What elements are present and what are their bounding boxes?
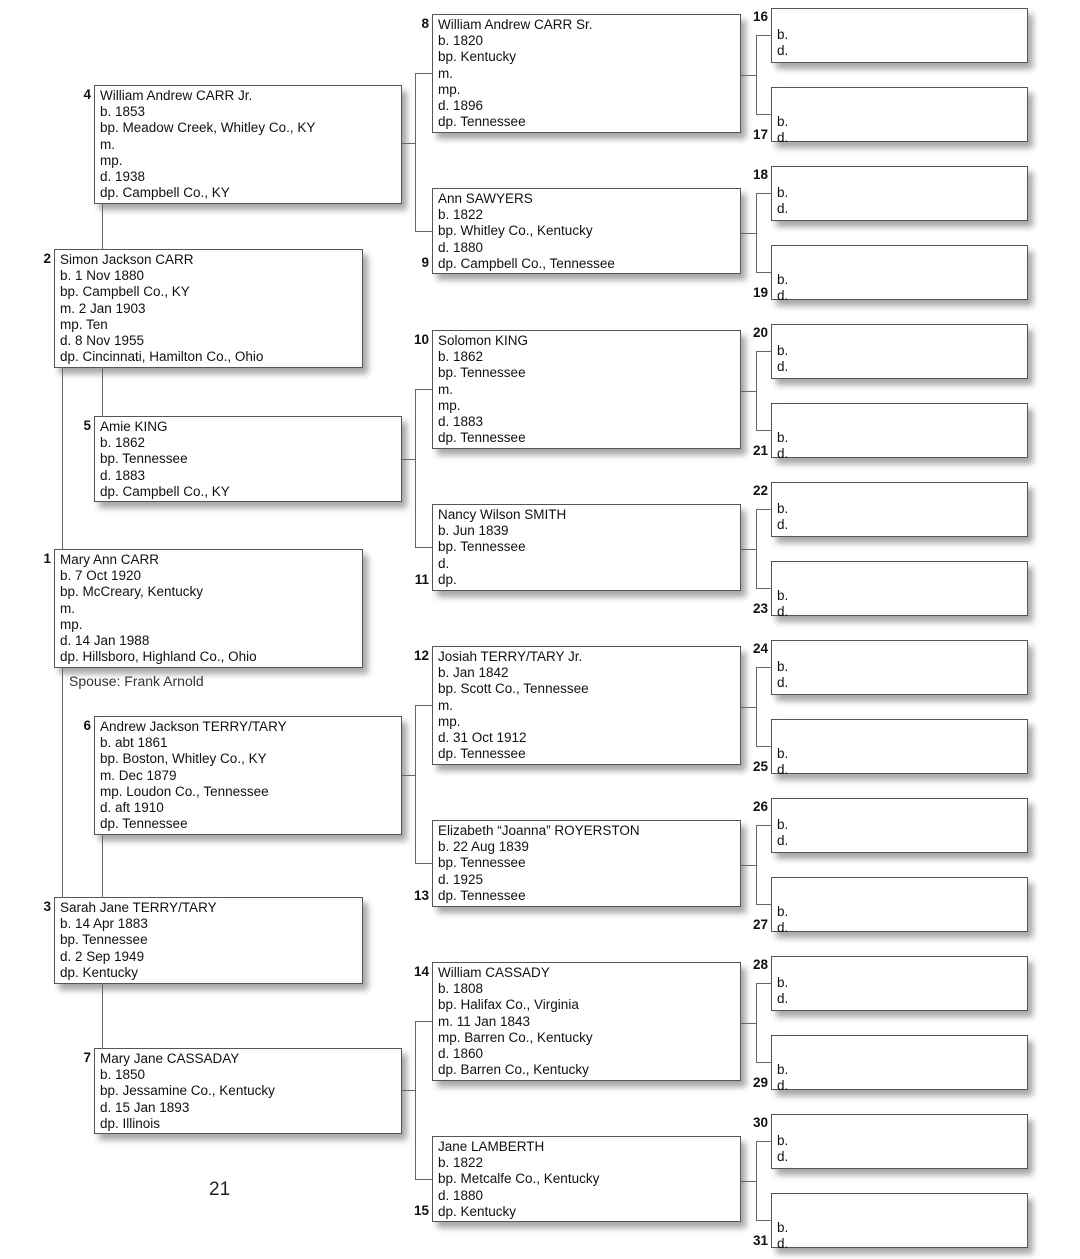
person-detail: bp. Tennessee bbox=[438, 539, 526, 555]
ancestor-number: 17 bbox=[752, 127, 768, 142]
connector-line bbox=[756, 983, 757, 1063]
connector-line bbox=[756, 1141, 771, 1142]
blank-ancestor-box-20[interactable] bbox=[771, 324, 1028, 379]
connector-line bbox=[756, 351, 771, 352]
blank-ancestor-box-24[interactable] bbox=[771, 640, 1028, 695]
connector-line bbox=[756, 825, 757, 905]
person-detail: dp. bbox=[438, 571, 457, 587]
person-detail: bp. Campbell Co., KY bbox=[60, 284, 190, 300]
person-detail: bp. Tennessee bbox=[438, 365, 526, 381]
person-detail: dp. Tennessee bbox=[438, 887, 526, 903]
ancestor-number: 11 bbox=[414, 572, 429, 587]
connector-line bbox=[756, 1141, 757, 1221]
birth-label: b. bbox=[777, 1062, 789, 1077]
death-label: d. bbox=[777, 762, 789, 777]
connector-line bbox=[756, 746, 771, 747]
person-detail: bp. Halifax Co., Virginia bbox=[438, 997, 579, 1013]
connector-line bbox=[415, 705, 416, 864]
person-box-8[interactable] bbox=[432, 14, 741, 133]
person-name: Amie KING bbox=[100, 419, 168, 434]
death-label: d. bbox=[777, 446, 789, 461]
blank-ancestor-box-22[interactable] bbox=[771, 482, 1028, 537]
person-detail: dp. Barren Co., Kentucky bbox=[438, 1062, 589, 1078]
person-name: Mary Ann CARR bbox=[60, 552, 160, 567]
ancestor-number: 20 bbox=[752, 325, 768, 340]
death-label: d. bbox=[777, 833, 789, 848]
connector-line bbox=[415, 389, 416, 548]
person-box-7[interactable] bbox=[94, 1048, 402, 1134]
blank-ancestor-box-19[interactable] bbox=[771, 245, 1028, 303]
connector-line bbox=[756, 904, 771, 905]
person-detail: d. 15 Jan 1893 bbox=[100, 1099, 190, 1115]
person-detail: dp. Campbell Co., KY bbox=[100, 483, 230, 499]
birth-label: b. bbox=[777, 975, 789, 990]
person-detail: d. 1925 bbox=[438, 871, 484, 887]
ancestor-number: 1 bbox=[43, 551, 51, 566]
person-detail: m. bbox=[60, 600, 75, 616]
ancestor-number: 16 bbox=[752, 9, 768, 24]
person-name: Mary Jane CASSADAY bbox=[100, 1051, 240, 1066]
person-detail: m. Dec 1879 bbox=[100, 767, 177, 783]
connector-line bbox=[415, 73, 432, 74]
birth-label: b. bbox=[777, 588, 789, 603]
person-detail: mp. bbox=[60, 616, 83, 632]
death-label: d. bbox=[777, 1236, 789, 1251]
person-detail: dp. Kentucky bbox=[60, 964, 139, 980]
person-name: Sarah Jane TERRY/TARY bbox=[60, 900, 217, 915]
connector-line bbox=[756, 272, 771, 273]
death-label: d. bbox=[777, 517, 789, 532]
person-detail: bp. Tennessee bbox=[60, 932, 148, 948]
connector-line bbox=[756, 1062, 771, 1063]
connector-line bbox=[756, 1220, 771, 1221]
person-detail: mp. bbox=[438, 713, 461, 729]
person-detail: d. 2 Sep 1949 bbox=[60, 948, 145, 964]
connector-line bbox=[756, 193, 757, 273]
ancestor-number: 18 bbox=[752, 167, 768, 182]
connector-line bbox=[102, 203, 103, 250]
death-label: d. bbox=[777, 359, 789, 374]
ancestor-number: 7 bbox=[83, 1050, 91, 1065]
person-name: Simon Jackson CARR bbox=[60, 252, 194, 267]
person-detail: b. abt 1861 bbox=[100, 735, 168, 751]
connector-line bbox=[415, 73, 416, 232]
person-box-3[interactable] bbox=[54, 897, 363, 984]
person-detail: d. 1883 bbox=[100, 467, 146, 483]
connector-line bbox=[741, 233, 756, 234]
person-detail: m. 2 Jan 1903 bbox=[60, 300, 146, 316]
blank-ancestor-box-16[interactable] bbox=[771, 8, 1028, 63]
person-detail: dp. Tennessee bbox=[438, 746, 526, 762]
connector-line bbox=[415, 1179, 432, 1180]
person-box-2[interactable] bbox=[54, 249, 363, 368]
person-detail: b. 1820 bbox=[438, 33, 484, 49]
connector-line bbox=[756, 193, 771, 194]
connector-line bbox=[402, 1090, 415, 1091]
blank-ancestor-box-18[interactable] bbox=[771, 166, 1028, 221]
person-box-5[interactable] bbox=[94, 416, 402, 502]
connector-line bbox=[756, 35, 771, 36]
person-detail: b. Jan 1842 bbox=[438, 665, 509, 681]
person-box-15[interactable] bbox=[432, 1136, 741, 1222]
person-detail: d. 1938 bbox=[100, 169, 146, 185]
ancestor-number: 30 bbox=[752, 1115, 768, 1130]
connector-line bbox=[402, 143, 415, 144]
spouse-note: Spouse: Frank Arnold bbox=[69, 673, 204, 689]
ancestor-number: 13 bbox=[413, 888, 429, 903]
ancestor-number: 22 bbox=[752, 483, 768, 498]
person-box-13[interactable] bbox=[432, 820, 741, 907]
ancestor-number: 3 bbox=[43, 899, 51, 914]
death-label: d. bbox=[777, 675, 789, 690]
person-detail: mp. bbox=[438, 81, 461, 97]
person-detail: d. aft 1910 bbox=[100, 800, 164, 816]
connector-line bbox=[741, 549, 756, 550]
birth-label: b. bbox=[777, 817, 789, 832]
person-name: Jane LAMBERTH bbox=[438, 1139, 545, 1154]
person-detail: bp. Tennessee bbox=[438, 855, 526, 871]
ancestor-number: 12 bbox=[413, 648, 429, 663]
person-name: Solomon KING bbox=[438, 333, 529, 348]
birth-label: b. bbox=[777, 343, 789, 358]
blank-ancestor-box-26[interactable] bbox=[771, 798, 1028, 853]
person-detail: d. 31 Oct 1912 bbox=[438, 730, 527, 746]
connector-line bbox=[415, 705, 432, 706]
person-detail: dp. Campbell Co., Tennessee bbox=[438, 255, 615, 271]
connector-line bbox=[756, 667, 757, 747]
person-detail: b. 1808 bbox=[438, 981, 484, 997]
birth-label: b. bbox=[777, 501, 789, 516]
ancestor-number: 27 bbox=[752, 917, 768, 932]
death-label: d. bbox=[777, 201, 789, 216]
ancestor-number: 23 bbox=[752, 601, 768, 616]
connector-line bbox=[756, 588, 771, 589]
person-name: Josiah TERRY/TARY Jr. bbox=[438, 649, 583, 664]
person-box-6[interactable] bbox=[94, 716, 402, 835]
ancestor-number: 14 bbox=[413, 964, 429, 979]
person-detail: dp. Tennessee bbox=[438, 114, 526, 130]
connector-line bbox=[756, 983, 771, 984]
person-name: Andrew Jackson TERRY/TARY bbox=[100, 719, 287, 734]
person-detail: d. 1880 bbox=[438, 239, 484, 255]
person-detail: m. 11 Jan 1843 bbox=[438, 1013, 531, 1029]
person-detail: m. bbox=[100, 136, 115, 152]
ancestor-number: 19 bbox=[752, 285, 768, 300]
person-detail: bp. Kentucky bbox=[438, 49, 517, 65]
person-detail: dp. Cincinnati, Hamilton Co., Ohio bbox=[60, 349, 264, 365]
person-detail: d. 1896 bbox=[438, 98, 484, 114]
person-detail: d. bbox=[438, 555, 450, 571]
person-box-12[interactable] bbox=[432, 646, 741, 765]
birth-label: b. bbox=[777, 114, 789, 129]
connector-line bbox=[415, 1021, 432, 1022]
ancestor-number: 6 bbox=[83, 718, 91, 733]
person-detail: m. bbox=[438, 65, 453, 81]
connector-line bbox=[62, 667, 63, 898]
connector-line bbox=[102, 983, 103, 1049]
ancestor-number: 25 bbox=[752, 759, 768, 774]
person-detail: mp. Ten bbox=[60, 316, 108, 332]
ancestor-number: 9 bbox=[421, 255, 429, 270]
death-label: d. bbox=[777, 43, 789, 58]
person-name: William CASSADY bbox=[438, 965, 550, 980]
person-name: Nancy Wilson SMITH bbox=[438, 507, 567, 522]
birth-label: b. bbox=[777, 430, 789, 445]
connector-line bbox=[741, 1023, 756, 1024]
person-box-11[interactable] bbox=[432, 504, 741, 591]
death-label: d. bbox=[777, 1149, 789, 1164]
connector-line bbox=[756, 825, 771, 826]
death-label: d. bbox=[777, 288, 789, 303]
person-box-9[interactable] bbox=[432, 188, 741, 274]
person-name: Ann SAWYERS bbox=[438, 191, 533, 206]
ancestor-number: 15 bbox=[413, 1203, 429, 1218]
ancestor-number: 21 bbox=[752, 443, 768, 458]
connector-line bbox=[756, 509, 771, 510]
birth-label: b. bbox=[777, 746, 789, 761]
person-detail: b. 1850 bbox=[100, 1067, 146, 1083]
ancestor-number: 24 bbox=[752, 641, 768, 656]
person-detail: bp. Jessamine Co., Kentucky bbox=[100, 1083, 275, 1099]
person-detail: d. 14 Jan 1988 bbox=[60, 633, 150, 649]
person-detail: d. 8 Nov 1955 bbox=[60, 333, 145, 349]
person-box-10[interactable] bbox=[432, 330, 741, 449]
blank-ancestor-box-25[interactable] bbox=[771, 719, 1028, 777]
birth-label: b. bbox=[777, 1220, 789, 1235]
person-detail: bp. Meadow Creek, Whitley Co., KY bbox=[100, 120, 316, 136]
person-name: Elizabeth “Joanna” ROYERSTON bbox=[438, 823, 640, 838]
connector-line bbox=[741, 1181, 756, 1182]
person-detail: dp. Hillsboro, Highland Co., Ohio bbox=[60, 649, 257, 665]
connector-line bbox=[415, 231, 432, 232]
person-detail: b. 14 Apr 1883 bbox=[60, 916, 148, 932]
person-detail: bp. McCreary, Kentucky bbox=[60, 584, 204, 600]
person-detail: d. 1860 bbox=[438, 1046, 484, 1062]
connector-line bbox=[756, 430, 771, 431]
death-label: d. bbox=[777, 991, 789, 1006]
page-number: 21 bbox=[209, 1179, 231, 1200]
person-detail: mp. Loudon Co., Tennessee bbox=[100, 783, 269, 799]
person-box-14[interactable] bbox=[432, 962, 741, 1081]
blank-ancestor-box-21[interactable] bbox=[771, 403, 1028, 461]
connector-line bbox=[415, 863, 432, 864]
ancestor-number: 8 bbox=[421, 16, 429, 31]
ancestor-number: 26 bbox=[752, 799, 768, 814]
person-detail: bp. Scott Co., Tennessee bbox=[438, 681, 589, 697]
person-detail: b. 22 Aug 1839 bbox=[438, 839, 529, 855]
person-box-4[interactable] bbox=[94, 85, 402, 204]
birth-label: b. bbox=[777, 1133, 789, 1148]
connector-line bbox=[756, 351, 757, 431]
person-detail: b. 1822 bbox=[438, 207, 484, 223]
blank-ancestor-box-29[interactable] bbox=[771, 1035, 1028, 1093]
person-detail: bp. Boston, Whitley Co., KY bbox=[100, 751, 267, 767]
blank-ancestor-box-23[interactable] bbox=[771, 561, 1028, 619]
person-box-1[interactable] bbox=[54, 549, 363, 668]
person-detail: bp. Metcalfe Co., Kentucky bbox=[438, 1171, 600, 1187]
person-detail: dp. Campbell Co., KY bbox=[100, 185, 230, 201]
person-detail: dp. Kentucky bbox=[438, 1203, 517, 1219]
connector-line bbox=[741, 865, 756, 866]
connector-line bbox=[415, 389, 432, 390]
birth-label: b. bbox=[777, 185, 789, 200]
connector-line bbox=[402, 775, 415, 776]
blank-ancestor-box-27[interactable] bbox=[771, 877, 1028, 935]
person-name: William Andrew CARR Jr. bbox=[100, 88, 253, 103]
person-detail: d. 1880 bbox=[438, 1187, 484, 1203]
connector-line bbox=[415, 1021, 416, 1180]
connector-line bbox=[741, 707, 756, 708]
person-detail: m. bbox=[438, 697, 453, 713]
blank-ancestor-box-28[interactable] bbox=[771, 956, 1028, 1011]
connector-line bbox=[741, 391, 756, 392]
ancestor-number: 29 bbox=[752, 1075, 768, 1090]
death-label: d. bbox=[777, 604, 789, 619]
ancestor-number: 10 bbox=[413, 332, 429, 347]
connector-line bbox=[756, 509, 757, 589]
ancestor-number: 28 bbox=[752, 957, 768, 972]
person-detail: dp. Illinois bbox=[100, 1115, 161, 1131]
connector-line bbox=[741, 75, 756, 76]
person-detail: m. bbox=[438, 381, 453, 397]
connector-line bbox=[756, 35, 757, 115]
connector-line bbox=[402, 459, 415, 460]
person-detail: b. 1822 bbox=[438, 1155, 484, 1171]
person-detail: dp. Tennessee bbox=[100, 816, 188, 832]
person-detail: b. 1853 bbox=[100, 104, 146, 120]
ancestor-number: 2 bbox=[43, 251, 51, 266]
connector-line bbox=[62, 367, 63, 550]
death-label: d. bbox=[777, 920, 789, 935]
person-detail: b. 1862 bbox=[100, 435, 146, 451]
birth-label: b. bbox=[777, 272, 789, 287]
person-detail: mp. bbox=[100, 152, 123, 168]
ancestor-number: 5 bbox=[83, 418, 91, 433]
ancestor-number: 31 bbox=[752, 1233, 768, 1248]
birth-label: b. bbox=[777, 27, 789, 42]
connector-line bbox=[756, 114, 771, 115]
blank-ancestor-box-31[interactable] bbox=[771, 1193, 1028, 1251]
person-detail: mp. bbox=[438, 397, 461, 413]
connector-line bbox=[102, 367, 103, 417]
person-detail: bp. Tennessee bbox=[100, 451, 188, 467]
birth-label: b. bbox=[777, 904, 789, 919]
ancestor-number: 4 bbox=[83, 87, 91, 102]
blank-ancestor-box-30[interactable] bbox=[771, 1114, 1028, 1169]
person-detail: d. 1883 bbox=[438, 414, 484, 430]
death-label: d. bbox=[777, 1078, 789, 1093]
person-name: William Andrew CARR Sr. bbox=[438, 17, 593, 32]
person-detail: bp. Whitley Co., Kentucky bbox=[438, 223, 593, 239]
person-detail: mp. Barren Co., Kentucky bbox=[438, 1029, 593, 1045]
person-detail: b. 7 Oct 1920 bbox=[60, 568, 142, 584]
person-detail: b. 1862 bbox=[438, 349, 484, 365]
connector-line bbox=[102, 834, 103, 898]
blank-ancestor-box-17[interactable] bbox=[771, 87, 1028, 145]
connector-line bbox=[415, 547, 432, 548]
person-detail: b. 1 Nov 1880 bbox=[60, 268, 145, 284]
birth-label: b. bbox=[777, 659, 789, 674]
connector-line bbox=[756, 667, 771, 668]
person-detail: dp. Tennessee bbox=[438, 430, 526, 446]
death-label: d. bbox=[777, 130, 789, 145]
person-detail: b. Jun 1839 bbox=[438, 523, 509, 539]
